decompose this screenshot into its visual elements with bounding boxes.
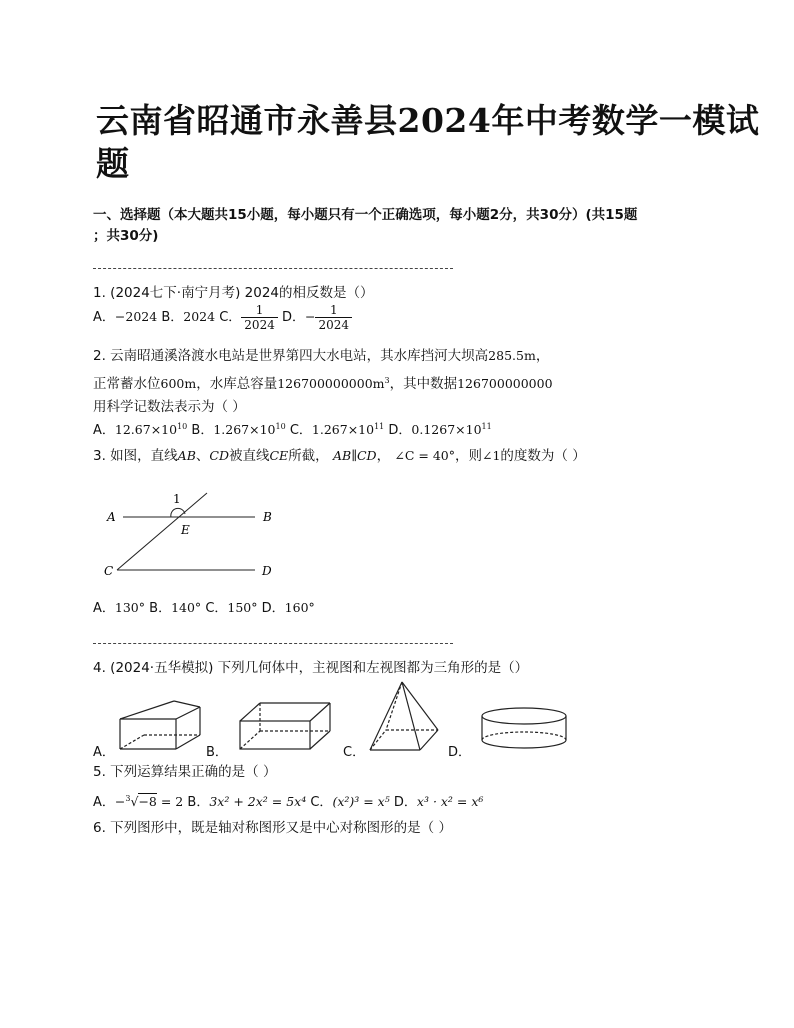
option-b-label: B．: [161, 310, 184, 325]
math-exponent: 10: [275, 421, 286, 431]
option-b-label: B．: [149, 601, 172, 616]
math: ∠1: [481, 448, 501, 463]
option-c-value: [312, 422, 384, 437]
option-d-label: D．: [393, 795, 417, 810]
cylinder-shape: [478, 704, 570, 754]
pyramid-shape: [364, 678, 444, 756]
option-d-label: D．: [261, 601, 285, 616]
question-4-stem: 4. (2024·五华模拟) 下列几何体中，主视图和左视图都为三角形的是（）: [93, 660, 529, 676]
math: 126700000000: [457, 376, 553, 391]
option-a-value: −2024: [114, 309, 158, 324]
option-c-label: C．: [205, 601, 228, 616]
question-3-stem: [93, 444, 586, 464]
option-c-fraction: [241, 303, 278, 332]
divider: [93, 268, 453, 269]
math-base: 126700000000m: [277, 376, 385, 391]
option-a-value: 130°: [114, 600, 146, 615]
label-a: A: [107, 510, 116, 524]
math: CE: [269, 448, 289, 463]
fraction-numerator: 1: [241, 303, 278, 318]
question-2-line3: 用科学记数法表示为（ ）: [93, 399, 246, 415]
text: 3. 如图，直线: [93, 448, 178, 464]
math-exponent: 3: [384, 375, 390, 385]
text: ，: [535, 348, 550, 364]
question-2-line1: [93, 344, 549, 364]
option-c-label: C．: [219, 310, 242, 325]
option-b-label: B．: [206, 745, 228, 760]
math-base: 1.267×10: [213, 422, 276, 437]
question-1-stem: 1. (2024七下·南宁月考) 2024的相反数是（）: [93, 285, 374, 301]
option-b-label: B．: [187, 795, 210, 810]
math: 285.5m: [488, 348, 536, 363]
text: 、: [195, 448, 210, 464]
question-2-options: [93, 419, 492, 438]
section-header-line1: 一、选择题（本大题共15小题，每小题只有一个正确选项，每小题2分，共30分）(共15题: [93, 207, 638, 223]
math-exponent: 11: [481, 421, 492, 431]
option-a-label: A．: [93, 601, 115, 616]
option-d-label: D．: [388, 423, 412, 438]
option-b-value: [213, 422, 285, 437]
math-base: 12.67×10: [114, 422, 178, 437]
option-d-label: D．: [281, 310, 305, 325]
option-b-value: 3x² + 2x² = 5x⁴: [209, 794, 307, 809]
fraction-numerator: 1: [315, 303, 352, 318]
triangular-prism-shape: [116, 697, 206, 755]
text: 被直线: [228, 448, 270, 464]
fraction-denominator: 2024: [318, 318, 350, 332]
cuboid-shape: [236, 699, 336, 755]
option-a-label: A．: [93, 795, 115, 810]
option-a-label: A．: [93, 423, 115, 438]
option-d-value: 160°: [284, 600, 315, 615]
math: ∠C = 40°: [394, 448, 455, 463]
option-c-value: (x²)³ = x⁵: [332, 794, 390, 809]
option-a-value: [115, 422, 187, 437]
text: ，水库总容量: [196, 376, 278, 392]
text: 正常蓄水位: [93, 376, 161, 392]
option-c-label: C．: [343, 745, 366, 760]
label-b: B: [263, 510, 272, 524]
root-index: 3: [125, 793, 131, 803]
label-c: C: [104, 564, 114, 578]
math-base: 0.1267×10: [411, 422, 482, 437]
text: ，其中数据: [389, 376, 458, 392]
divider: [93, 643, 453, 644]
math: 600m: [160, 376, 197, 391]
option-b-value: 2024: [183, 309, 216, 324]
option-a-label: A．: [93, 745, 115, 760]
question-2-line2: [93, 372, 553, 392]
question-6-stem: 6. 下列图形中，既是轴对称图形又是中心对称图形的是（ ）: [93, 820, 452, 836]
question-5-stem: 5. 下列运算结果正确的是（ ）: [93, 764, 277, 780]
math: = 2: [156, 794, 184, 809]
math-exponent: 11: [374, 421, 385, 431]
text: 的度数为（ ）: [500, 448, 586, 464]
math: [277, 376, 389, 391]
text: ，则: [454, 448, 482, 464]
option-d-fraction: [315, 303, 352, 332]
math-base: 1.267×10: [311, 422, 375, 437]
label-angle-1: 1: [173, 492, 181, 506]
math: CD: [209, 448, 229, 463]
parallel-lines-figure: [95, 488, 285, 583]
option-c-label: C．: [289, 423, 312, 438]
text: 所截，: [288, 448, 329, 464]
page-title-line1: 云南省昭通市永善县2024年中考数学一模试: [96, 101, 760, 140]
question-3-options: [93, 597, 315, 616]
math: −: [114, 794, 126, 809]
fraction-denominator: 2024: [244, 318, 275, 332]
option-b-value: 140°: [171, 600, 202, 615]
option-c-label: C．: [310, 795, 333, 810]
angle-1-arc: [171, 508, 185, 517]
question-1-options: [93, 303, 352, 332]
radical-sign-icon: √: [130, 794, 139, 809]
math: AB: [177, 448, 196, 463]
question-5-options: [93, 791, 483, 810]
math-exponent: 10: [177, 421, 188, 431]
radicand: −8: [138, 794, 157, 809]
option-a-label: A．: [93, 310, 115, 325]
option-d-sign: −: [305, 309, 316, 324]
option-d-value: x³ · x² = x⁶: [416, 794, 484, 809]
math: AB∥CD: [332, 448, 377, 463]
option-b-label: B．: [191, 423, 214, 438]
option-a-value: [115, 794, 183, 809]
text: 2. 云南昭通溪洛渡水电站是世界第四大水电站，其水库挡河大坝高: [93, 348, 489, 364]
option-d-value: [411, 422, 491, 437]
label-e: E: [181, 523, 190, 537]
option-c-value: 150°: [227, 600, 258, 615]
option-d-label: D．: [448, 745, 472, 760]
section-header-line2: ；共30分): [93, 228, 159, 244]
line-ce: [117, 493, 207, 570]
text: ，: [376, 448, 391, 464]
label-d: D: [262, 564, 272, 578]
page-title-line2: 题: [96, 144, 130, 183]
